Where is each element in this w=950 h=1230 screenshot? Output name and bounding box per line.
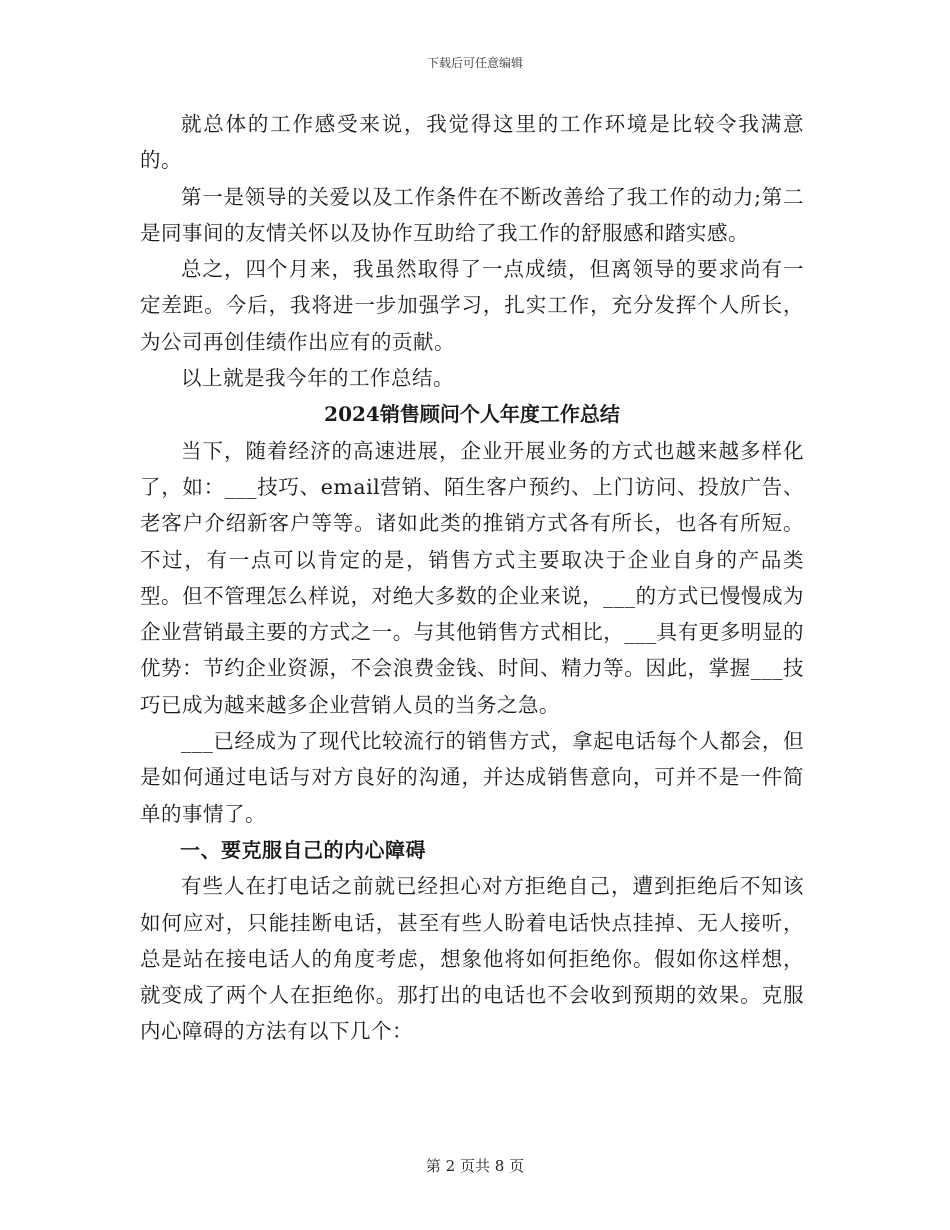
paragraph-sales-methods: 当下，随着经济的高速进展，企业开展业务的方式也越来越多样化了，如：___技巧、email营销、陌生客户预约、上门访问、投放广告、老客户介绍新客户等等。诸如此类的推销方式各有所长，也各有所短。不过，有一点可以肯定的是，销售方式主要取决于企业自身的产品类型。但不管理怎么样说，对绝大多数的企业来说，___的方式已慢慢成为企业营销最主要的方式之一。与其他销售方式相比，___具有更多明显的优势：节约企业资源，不会浪费金钱、时间、精力等。因此，掌握___技巧已成为越来越多企业营销人员的当务之急。 xyxy=(140,438,804,717)
paragraph-phone-sales: ___已经成为了现代比较流行的销售方式，拿起电话每个人都会，但是如何通过电话与对方良好的沟通，并达成销售意向，可并不是一件简单的事情了。 xyxy=(140,729,804,826)
paragraph-motivation: 第一是领导的关爱以及工作条件在不断改善给了我工作的动力;第二是同事间的友情关怀以及协作互助给了我工作的舒服感和踏实感。 xyxy=(140,184,804,245)
paragraph-summary: 总之，四个月来，我虽然取得了一点成绩，但离领导的要求尚有一定差距。今后，我将进一步加强学习，扎实工作，充分发挥个人所长，为公司再创佳绩作出应有的贡献。 xyxy=(140,257,804,354)
paragraph-closing: 以上就是我今年的工作总结。 xyxy=(181,366,454,391)
paragraph-work-feeling: 就总体的工作感受来说，我觉得这里的工作环境是比较令我满意的。 xyxy=(140,112,804,173)
document-title: 2024销售顾问个人年度工作总结 xyxy=(324,402,620,427)
page-header: 下载后可任意编辑 xyxy=(426,56,523,70)
page-footer: 第 2 页共 8 页 xyxy=(425,1157,525,1175)
document-body xyxy=(140,106,804,1050)
paragraph-inner-obstacles: 有些人在打电话之前就已经担心对方拒绝自己，遭到拒绝后不知该如何应对，只能挂断电话，甚至有些人盼着电话快点挂掉、无人接听，总是站在接电话人的角度考虑，想象他将如何拒绝你。假如你这样想，就变成了两个人在拒绝你。那打出的电话也不会收到预期的效果。克服内心障碍的方法有以下几个： xyxy=(140,874,804,1044)
section-heading: 一、要克服自己的内心障碍 xyxy=(180,837,426,862)
